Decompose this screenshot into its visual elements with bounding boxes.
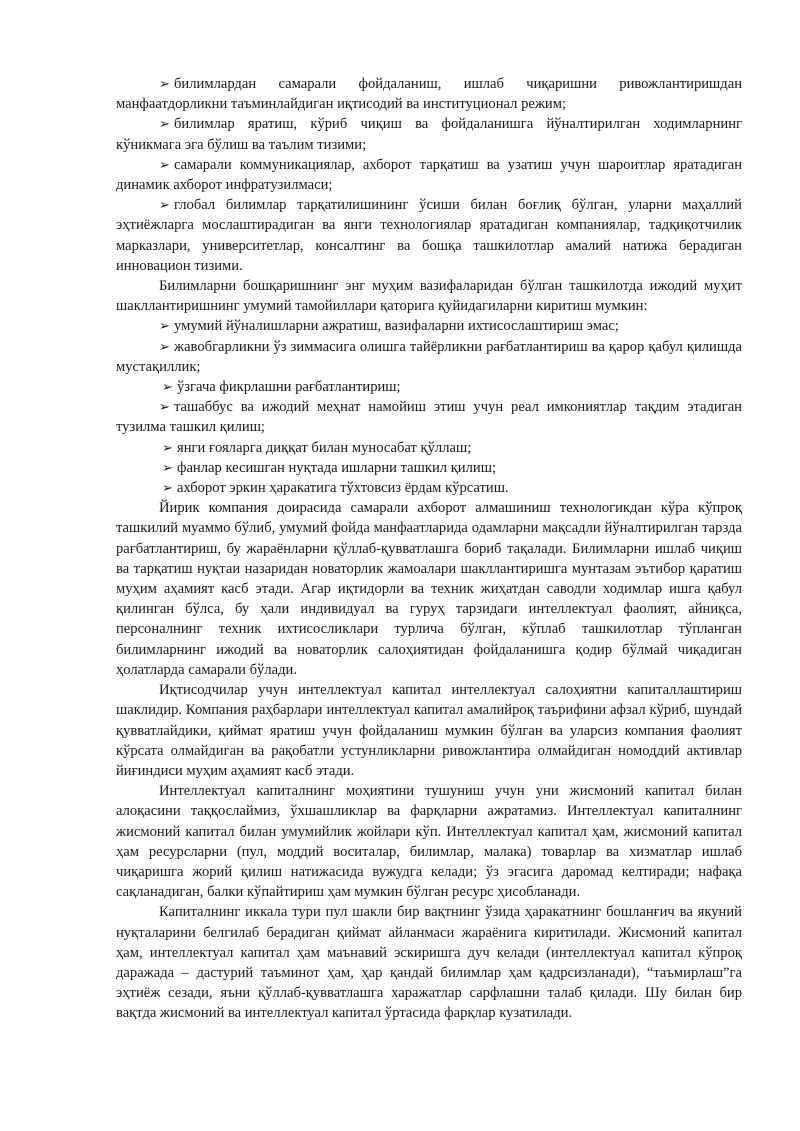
- paragraph: Билимларни бошқаришнинг энг муҳим вазифаларидан бўлган ташкилотда ижодий муҳит шакллантиришнинг умумий тамойиллари қаторига қуйидагиларни киритиш мумкин:: [116, 278, 742, 315]
- list-item: ➢ умумий йўналишларни ажратиш, вазифаларни ихтисослаштириш эмас;: [116, 316, 742, 336]
- arrow-bullet-icon: ➢: [162, 439, 173, 455]
- list-item: ➢ глобал билимлар тарқатилишининг ўсиши билан боғлиқ бўлган, уларни маҳаллий эҳтиёжларга мослаштирадиган ва янги технологиялар яратадиган компаниялар, тадқиқотчилик марказлари, университетлар, консалтинг ва бошқа ташкилотлар амалий натижа берадиган инновацион тизими.: [116, 197, 742, 274]
- list-item: ➢ ташаббус ва ижодий меҳнат намойиш этиш учун реал имкониятлар тақдим этадиган тузилма ташкил қилиш;: [116, 399, 742, 436]
- list-item: ➢ ахборот эркин ҳаракатига тўхтовсиз ёрдам кўрсатиш.: [116, 478, 742, 498]
- arrow-bullet-icon: ➢: [159, 76, 170, 91]
- arrow-bullet-icon: ➢: [162, 480, 173, 496]
- arrow-bullet-icon: ➢: [162, 459, 173, 475]
- list-item: ➢ билимлар яратиш, кўриб чиқиш ва фойдаланишга йўналтирилган ходимларнинг кўникмага эга бўлиш ва таълим тизими;: [116, 116, 742, 153]
- list-item: ➢ ўзгача фикрлашни рағбатлантириш;: [116, 377, 742, 397]
- arrow-bullet-icon: ➢: [159, 318, 170, 334]
- paragraph: Капиталнинг иккала тури пул шакли бир вақтнинг ўзида ҳаракатнинг бошланғич ва якуний нуқталарини белгилаб берадиган қиймат айланмаси жараёнига киритилади. Жисмоний капитал ҳам, интеллектуал капитал ҳам маънавий эскиришга дуч келади (интеллектуал капитал кўпроқ даражада – дастурий таъминот ҳам, ҳар қандай билимлар ҳам қадрсизланади), “таъмирлаш”га эҳтиёж сезади, яъни қўллаб-қувватлашга харажатлар сарфлашни талаб қилади. Шу билан бир вақтда жисмоний ва интеллектуал капитал ўртасида фарқлар кузатилади.: [116, 904, 742, 1022]
- list-item: ➢ янги ғояларга диққат билан муносабат қўллаш;: [116, 438, 742, 458]
- arrow-bullet-icon: ➢: [159, 197, 170, 213]
- list-item: ➢ фанлар кесишган нуқтада ишларни ташкил қилиш;: [116, 458, 742, 478]
- arrow-bullet-icon: ➢: [162, 379, 173, 395]
- arrow-bullet-icon: ➢: [159, 116, 170, 132]
- arrow-bullet-icon: ➢: [159, 399, 170, 415]
- arrow-bullet-icon: ➢: [159, 338, 170, 354]
- paragraph: Йирик компания доирасида самарали ахборот алмашиниш технологикдан кўра кўпроқ ташкилий муаммо бўлиб, умумий фойда манфаатларида одамларни мақсадли йўналтирилган тарзда рағбатлантириш, бу жараёнларни қўллаб-қувватлашга бориб тақалади. Билимларни ишлаб чиқиш ва тарқатиш нуқтаи назаридан новаторлик жамоалари шакллантиришга мунтазам эътибор қаратиш муҳим аҳамият касб этади. Агар иқтидорли ва техник жиҳатдан саводли ходимлар ишга қабул қилинган бўлса, бу ҳали индивидуал ва гуруҳ тарзидаги интеллектуал фаолият, айниқса, персоналнинг техник ихтисосликлари турлича бўлган, кўплаб ташкилотлар тўпланган билимларнинг ижодий ва новаторлик салоҳиятидан фойдаланишга қодир бўлмай чиқадиган ҳолатларда самарали бўлади.: [116, 500, 742, 678]
- paragraph: Интеллектуал капиталнинг моҳиятини тушуниш учун уни жисмоний капитал билан алоқасини таққослаймиз, ўхшашликлар ва фарқларни ажратамиз. Интеллектуал капиталнинг жисмоний капитал билан умумийлик жойлари кўп. Интеллектуал капитал ҳам, жисмоний капитал ҳам ресурсларни (пул, моддий воситалар, билимлар, малака) товарлар ва хизматлар ишлаб чиқаришга жорий қилиш натижасида вужудга келади; ўз эгасига даромад келтиради; нафақа сақланадиган, балки кўпайтириш ҳам мумкин бўлган ресурс ҳисобланади.: [116, 783, 742, 901]
- list-item: ➢ жавобгарликни ўз зиммасига олишга тайёрликни рағбатлантириш ва қарор қабул қилишда мустақиллик;: [116, 338, 742, 375]
- list-item: ➢ билимлардан самарали фойдаланиш, ишлаб чиқаришни ривожлантиришдан манфаатдорликни таъминлайдиган иқтисодий ва институционал режим;: [116, 76, 742, 113]
- paragraph: Иқтисодчилар учун интеллектуал капитал интеллектуал салоҳиятни капиталлаштириш шаклидир. Компания раҳбарлари интеллектуал капитал амалийроқ таърифини афзал кўриб, шундай қувватлайдики, қиймат яратиш учун фойдаланиш мумкин бўлган ва уларсиз компания фаолият кўрсата олмайдиган ва рақобатли устунликларни ривожлантира олмайдиган номоддий активлар йиғиндиси муҳим аҳамият касб этади.: [116, 682, 742, 779]
- arrow-bullet-icon: ➢: [159, 156, 170, 172]
- list-item: ➢ самарали коммуникациялар, ахборот тарқатиш ва узатиш учун шароитлар яратадиган динамик ахборот инфратузилмаси;: [116, 156, 742, 194]
